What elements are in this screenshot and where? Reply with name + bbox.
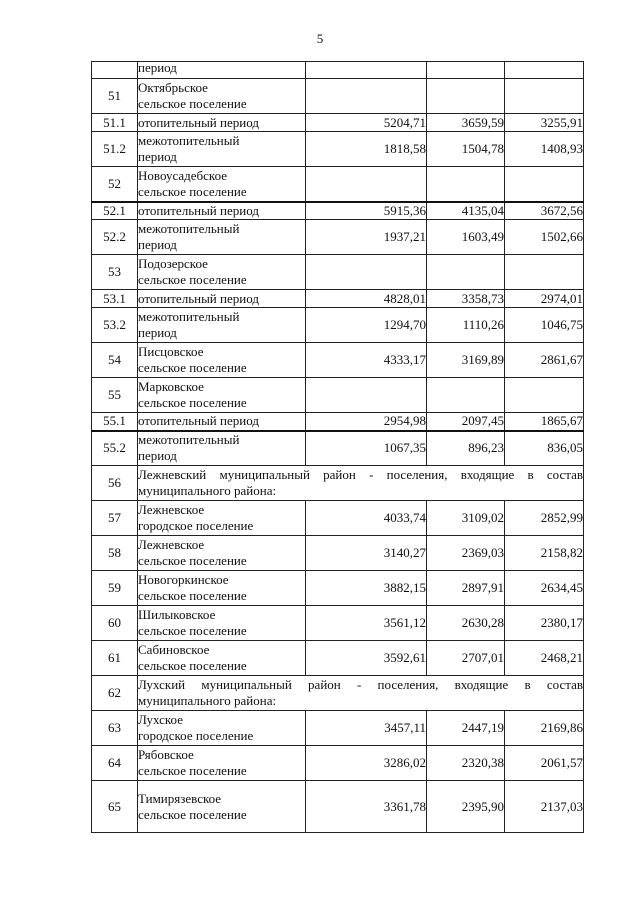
name-line: сельское поселение — [138, 658, 247, 673]
row-number: 58 — [92, 536, 138, 571]
value-v1: 3882,15 — [306, 571, 427, 606]
name-line: Лухское — [138, 712, 183, 727]
settlement-name — [138, 431, 306, 466]
table-row — [92, 290, 584, 308]
value-v2: 896,23 — [427, 431, 505, 466]
table-row — [92, 62, 584, 79]
settlement-name — [138, 571, 306, 606]
value-v2: 2320,38 — [427, 746, 505, 781]
value-v3: 2468,21 — [505, 641, 584, 676]
row-number: 51 — [92, 79, 138, 114]
value-v2 — [427, 79, 505, 114]
table-row — [92, 378, 584, 413]
value-v3: 3672,56 — [505, 202, 584, 220]
name-line: сельское поселение — [138, 806, 247, 822]
value-v3: 836,05 — [505, 431, 584, 466]
name-line: период — [138, 325, 177, 340]
row-number: 53 — [92, 255, 138, 290]
row-number — [92, 62, 138, 79]
name-line: Октябрьское — [138, 80, 208, 95]
settlement-name — [138, 536, 306, 571]
district-heading: Лежневский муниципальный район - поселения, входящие в состав муниципального района: — [138, 466, 584, 501]
settlement-name — [138, 308, 306, 343]
settlement-name — [138, 132, 306, 167]
value-v1: 1937,21 — [306, 220, 427, 255]
name-line: межотопительный — [138, 221, 240, 236]
value-v2 — [427, 62, 505, 79]
value-v3 — [505, 62, 584, 79]
value-v2: 3358,73 — [427, 290, 505, 308]
table-row — [92, 746, 584, 781]
name-line: сельское поселение — [138, 763, 247, 778]
value-v2: 2897,91 — [427, 571, 505, 606]
row-number: 55.2 — [92, 431, 138, 466]
row-number: 57 — [92, 501, 138, 536]
value-v2: 1110,26 — [427, 308, 505, 343]
table-row — [92, 167, 584, 202]
value-v3: 1865,67 — [505, 413, 584, 431]
value-v3 — [505, 378, 584, 413]
table-row — [92, 711, 584, 746]
name-line: Подозерское — [138, 256, 208, 271]
page-number: 5 — [316, 31, 324, 46]
value-v2: 1603,49 — [427, 220, 505, 255]
value-v2 — [427, 167, 505, 202]
value-v3: 2061,57 — [505, 746, 584, 781]
name-line: межотопительный — [138, 309, 240, 324]
table-row — [92, 220, 584, 255]
name-line: отопительный период — [138, 114, 259, 130]
value-v3 — [505, 255, 584, 290]
value-v3: 1502,66 — [505, 220, 584, 255]
value-v1: 1818,58 — [306, 132, 427, 167]
table-row — [92, 501, 584, 536]
name-line: Новоусадебское — [138, 167, 227, 183]
table-row — [92, 676, 584, 711]
table-row — [92, 202, 584, 220]
table-row — [92, 641, 584, 676]
row-number: 51.2 — [92, 132, 138, 167]
name-line: сельское поселение — [138, 395, 247, 410]
value-v2: 2707,01 — [427, 641, 505, 676]
name-line: Новогоркинское — [138, 572, 229, 587]
name-line: городское поселение — [138, 728, 254, 743]
name-line: сельское поселение — [138, 183, 247, 199]
value-v2: 2630,28 — [427, 606, 505, 641]
row-number: 65 — [92, 781, 138, 833]
value-v3 — [505, 167, 584, 202]
name-line: Лежневское — [138, 502, 205, 517]
table-row — [92, 536, 584, 571]
value-v1 — [306, 62, 427, 79]
value-v2: 3659,59 — [427, 114, 505, 132]
settlement-name — [138, 501, 306, 536]
name-line: отопительный период — [138, 413, 259, 429]
value-v2: 4135,04 — [427, 202, 505, 220]
table-row — [92, 431, 584, 466]
name-line: сельское поселение — [138, 588, 247, 603]
name-line: отопительный период — [138, 290, 259, 306]
name-line: период — [138, 149, 177, 164]
value-v3: 2634,45 — [505, 571, 584, 606]
row-number: 51.1 — [92, 114, 138, 132]
name-line: межотопительный — [138, 432, 240, 448]
settlement-name — [138, 746, 306, 781]
settlement-name — [138, 114, 306, 132]
value-v1: 3592,61 — [306, 641, 427, 676]
name-line: Сабиновское — [138, 642, 210, 657]
table-body — [92, 62, 584, 833]
row-number: 54 — [92, 343, 138, 378]
settlement-name — [138, 413, 306, 431]
value-v3: 2852,99 — [505, 501, 584, 536]
table-row — [92, 308, 584, 343]
row-number: 52.1 — [92, 202, 138, 220]
value-v1: 3361,78 — [306, 781, 427, 833]
table-row — [92, 132, 584, 167]
settlement-name — [138, 378, 306, 413]
value-v3: 1046,75 — [505, 308, 584, 343]
row-number: 62 — [92, 676, 138, 711]
value-v1: 5915,36 — [306, 202, 427, 220]
row-number: 52.2 — [92, 220, 138, 255]
value-v3: 2169,86 — [505, 711, 584, 746]
settlement-name — [138, 606, 306, 641]
name-line: Лежневское — [138, 537, 205, 552]
value-v2: 3109,02 — [427, 501, 505, 536]
value-v1: 3457,11 — [306, 711, 427, 746]
row-number: 63 — [92, 711, 138, 746]
settlement-name — [138, 290, 306, 308]
value-v1 — [306, 255, 427, 290]
name-line: период — [138, 61, 177, 75]
name-line: сельское поселение — [138, 623, 247, 638]
table-row — [92, 343, 584, 378]
row-number: 64 — [92, 746, 138, 781]
settlement-name — [138, 62, 306, 79]
value-v1: 4333,17 — [306, 343, 427, 378]
name-line: Тимирязевское — [138, 790, 222, 806]
name-line: Шилыковское — [138, 607, 216, 622]
value-v3: 2158,82 — [505, 536, 584, 571]
name-line: сельское поселение — [138, 360, 247, 375]
row-number: 56 — [92, 466, 138, 501]
settlement-name — [138, 343, 306, 378]
name-line: Рябовское — [138, 747, 194, 762]
table-row — [92, 255, 584, 290]
value-v1 — [306, 167, 427, 202]
name-line: межотопительный — [138, 133, 240, 148]
name-line: Марковское — [138, 379, 204, 394]
value-v2 — [427, 378, 505, 413]
settlement-name — [138, 167, 306, 202]
value-v2: 2395,90 — [427, 781, 505, 833]
name-line: сельское поселение — [138, 96, 247, 111]
value-v2: 3169,89 — [427, 343, 505, 378]
name-line: Писцовское — [138, 344, 204, 359]
name-line: период — [138, 237, 177, 252]
value-v3: 2137,03 — [505, 781, 584, 833]
value-v3: 3255,91 — [505, 114, 584, 132]
value-v1: 1067,35 — [306, 431, 427, 466]
value-v1: 4828,01 — [306, 290, 427, 308]
value-v1 — [306, 378, 427, 413]
tariff-table — [91, 61, 584, 833]
row-number: 59 — [92, 571, 138, 606]
table-row — [92, 413, 584, 431]
value-v1: 5204,71 — [306, 114, 427, 132]
row-number: 55 — [92, 378, 138, 413]
value-v1: 3140,27 — [306, 536, 427, 571]
value-v3: 2380,17 — [505, 606, 584, 641]
name-line: сельское поселение — [138, 553, 247, 568]
row-number: 55.1 — [92, 413, 138, 431]
settlement-name — [138, 202, 306, 220]
table-row — [92, 606, 584, 641]
value-v2: 2369,03 — [427, 536, 505, 571]
value-v1: 2954,98 — [306, 413, 427, 431]
name-line: отопительный период — [138, 202, 259, 218]
settlement-name — [138, 711, 306, 746]
value-v1 — [306, 79, 427, 114]
value-v2: 1504,78 — [427, 132, 505, 167]
table-row — [92, 781, 584, 833]
settlement-name — [138, 220, 306, 255]
value-v1: 3286,02 — [306, 746, 427, 781]
value-v3: 2974,01 — [505, 290, 584, 308]
district-heading: Лухский муниципальный район - поселения, входящие в состав муниципального района: — [138, 676, 584, 711]
settlement-name — [138, 781, 306, 833]
table-row — [92, 114, 584, 132]
value-v3: 1408,93 — [505, 132, 584, 167]
row-number: 53.1 — [92, 290, 138, 308]
value-v1: 4033,74 — [306, 501, 427, 536]
row-number: 52 — [92, 167, 138, 202]
settlement-name — [138, 79, 306, 114]
row-number: 61 — [92, 641, 138, 676]
name-line: период — [138, 448, 177, 464]
settlement-name — [138, 255, 306, 290]
value-v3: 2861,67 — [505, 343, 584, 378]
name-line: городское поселение — [138, 518, 254, 533]
row-number: 53.2 — [92, 308, 138, 343]
value-v1: 1294,70 — [306, 308, 427, 343]
value-v2: 2097,45 — [427, 413, 505, 431]
table-row — [92, 79, 584, 114]
value-v2: 2447,19 — [427, 711, 505, 746]
value-v2 — [427, 255, 505, 290]
table-row — [92, 466, 584, 501]
row-number: 60 — [92, 606, 138, 641]
table-row — [92, 571, 584, 606]
value-v3 — [505, 79, 584, 114]
value-v1: 3561,12 — [306, 606, 427, 641]
settlement-name — [138, 641, 306, 676]
name-line: сельское поселение — [138, 272, 247, 287]
